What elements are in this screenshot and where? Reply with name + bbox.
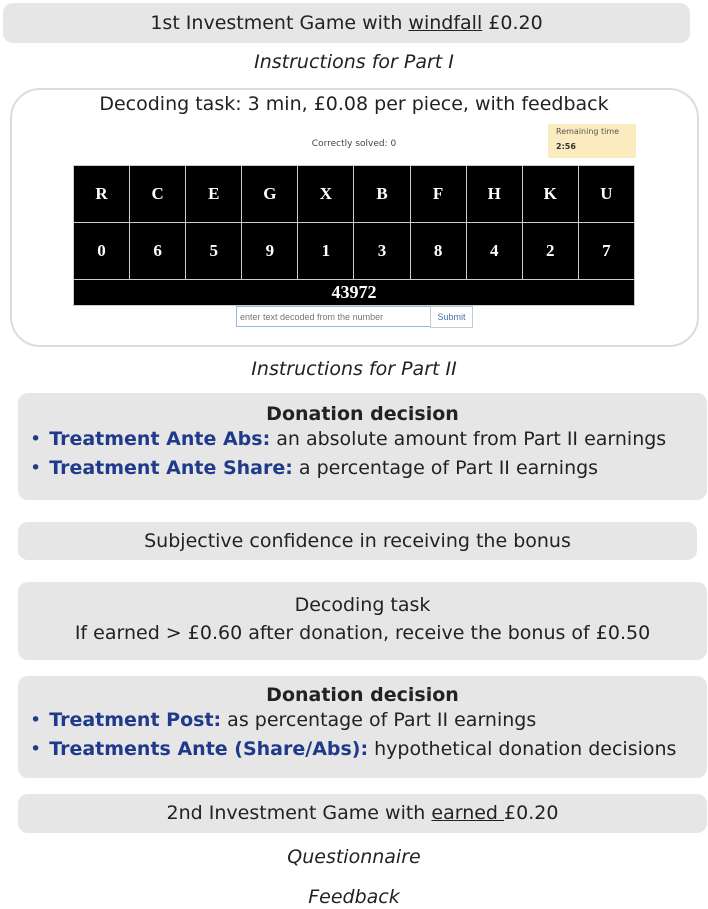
treatment-desc: an absolute amount from Part II earnings [270, 428, 667, 450]
code-letter: R [74, 166, 130, 223]
text: 1st Investment Game with [150, 12, 409, 34]
donation-decision-1 [18, 393, 707, 500]
treatment-name: Treatment Ante Abs: [49, 428, 271, 450]
code-digit: 9 [242, 223, 298, 280]
instructions-part-2: Instructions for Part II [251, 358, 457, 380]
code-letter: E [186, 166, 242, 223]
decoding-task-2 [18, 582, 707, 660]
remaining-time-box [548, 124, 636, 158]
code-digit: 0 [74, 223, 130, 280]
code-letter: G [242, 166, 298, 223]
code-letter: K [522, 166, 578, 223]
submit-button[interactable]: Submit [430, 306, 473, 328]
confidence-step: Subjective confidence in receiving the bonus [18, 522, 697, 560]
investment-game-2 [18, 794, 707, 833]
treatment-name: Treatment Ante Share: [49, 457, 293, 479]
bullet-icon: • [30, 738, 42, 760]
text: If earned > £0.60 after donation, receive the bonus of £0.50 [74, 622, 651, 644]
code-letter: H [466, 166, 522, 223]
label: Remaining time [556, 127, 620, 136]
text: £0.20 [482, 12, 543, 34]
time: 2:56 [556, 142, 576, 151]
code-digit: 4 [466, 223, 522, 280]
text: £0.20 [504, 802, 559, 824]
list-item [30, 735, 707, 764]
treatment-desc: a percentage of Part II earnings [292, 457, 599, 479]
code-digit: 5 [186, 223, 242, 280]
treatment-name: Treatments Ante (Share/Abs): [49, 738, 369, 760]
text: Decoding task [294, 594, 431, 616]
decoding-task-title: Decoding task: 3 min, £0.08 per piece, with feedback [99, 93, 609, 115]
number-to-decode: 43972 [74, 280, 635, 306]
list-item [30, 425, 707, 454]
decode-input[interactable] [236, 306, 432, 327]
code-digit: 8 [410, 223, 466, 280]
treatment-desc: as percentage of Part II earnings [221, 709, 537, 731]
code-letter: F [410, 166, 466, 223]
instructions-part-1: Instructions for Part I [254, 51, 454, 73]
treatment-name: Treatment Post: [49, 709, 222, 731]
feedback: Feedback [308, 886, 400, 908]
questionnaire: Questionnaire [287, 846, 421, 868]
code-letter: B [354, 166, 410, 223]
code-table [73, 165, 635, 306]
heading: Donation decision [266, 403, 459, 425]
treatment-desc: hypothetical donation decisions [368, 738, 677, 760]
code-digit: 1 [298, 223, 354, 280]
bullet-icon: • [30, 709, 42, 731]
text: 2nd Investment Game with [166, 802, 432, 824]
list-item [30, 706, 707, 735]
text: windfall [408, 12, 483, 34]
solved-counter: Correctly solved: 0 [311, 139, 397, 149]
investment-game-1 [3, 3, 690, 43]
code-letter: U [578, 166, 634, 223]
code-digit: 7 [578, 223, 634, 280]
code-digit: 2 [522, 223, 578, 280]
bullet-icon: • [30, 428, 42, 450]
bullet-icon: • [30, 457, 42, 479]
code-letter: X [298, 166, 354, 223]
heading: Donation decision [266, 684, 459, 706]
text: earned [431, 802, 505, 824]
code-digit: 3 [354, 223, 410, 280]
code-digit: 6 [130, 223, 186, 280]
donation-decision-2 [18, 676, 707, 778]
list-item [30, 454, 707, 483]
code-letter: C [130, 166, 186, 223]
